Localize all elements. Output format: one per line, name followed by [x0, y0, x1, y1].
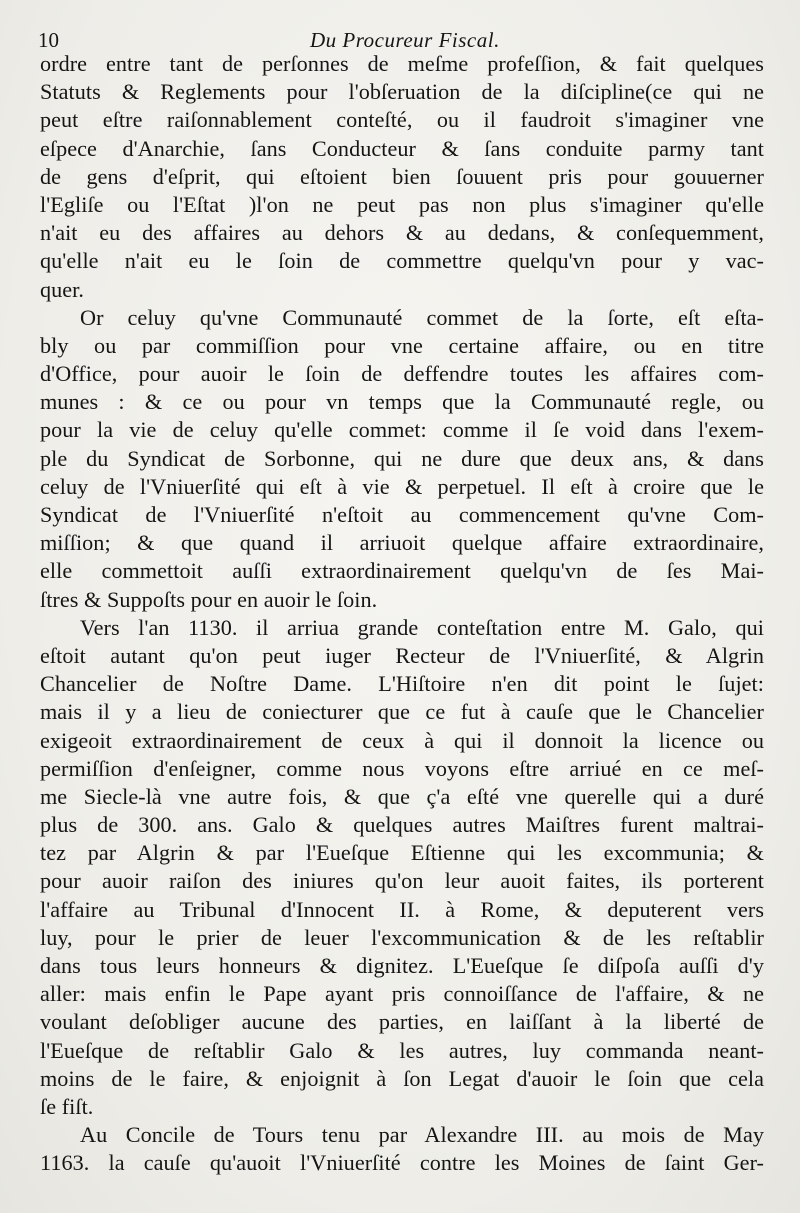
- text-line: tez par Algrin & par l'Eueſque Eſtienne qui les excommunia; &: [40, 840, 764, 866]
- text-line: quer.: [40, 276, 84, 302]
- text-line: aller: mais enfin le Pape ayant pris connoiſſance de l'affaire, & ne: [40, 981, 764, 1007]
- text-line: Statuts & Reglements pour l'obſeruation de la diſcipline(ce qui ne: [40, 79, 764, 105]
- text-line: ſe fiſt.: [40, 1093, 94, 1119]
- body-text: [40, 50, 764, 1178]
- text-line: qu'elle n'ait eu le ſoin de commettre quelqu'vn pour y vac-: [40, 248, 764, 274]
- text-line: pour auoir raiſon des iniures qu'on leur auoit faites, ils porterent: [40, 868, 764, 894]
- text-line: ple du Syndicat de Sorbonne, qui ne dure que deux ans, & dans: [40, 445, 764, 471]
- text-line: moins de le faire, & enjoignit à ſon Legat d'auoir le ſoin que cela: [40, 1065, 764, 1091]
- text-line: permiſſion d'enſeigner, comme nous voyons eſtre arriué en ce meſ-: [40, 755, 764, 781]
- text-line: d'Office, pour auoir le ſoin de deffendre toutes les affaires com-: [40, 361, 764, 387]
- text-line: eſpece d'Anarchie, ſans Conducteur & ſans conduite parmy tant: [40, 135, 764, 161]
- text-line: Vers l'an 1130. il arriua grande conteſtation entre M. Galo, qui: [80, 614, 764, 640]
- text-line: de gens d'eſprit, qui eſtoient bien ſouuent pris pour gouuerner: [40, 163, 764, 189]
- text-line: miſſion; & que quand il arriuoit quelque affaire extraordinaire,: [40, 530, 764, 556]
- text-line: ſtres & Suppoſts pour en auoir le ſoin.: [40, 586, 378, 612]
- text-line: ordre entre tant de perſonnes de meſme profeſſion, & fait quelques: [40, 51, 764, 76]
- text-line: celuy de l'Vniuerſité qui eſt à vie & perpetuel. Il eſt à croire que le: [40, 473, 764, 499]
- text-line: l'Egliſe ou l'Eſtat )l'on ne peut pas non plus s'imaginer qu'elle: [40, 191, 764, 217]
- text-line: Chancelier de Noſtre Dame. L'Hiſtoire n'en dit point le ſujet:: [40, 671, 764, 697]
- text-line: Or celuy qu'vne Communauté commet de la ſorte, eſt eſta-: [80, 304, 764, 330]
- text-line: pour la vie de celuy qu'elle commet: comme il ſe void dans l'exem-: [40, 417, 764, 443]
- text-line: l'affaire au Tribunal d'Innocent II. à Rome, & deputerent vers: [40, 896, 764, 922]
- text-line: elle commettoit auſſi extraordinairement quelqu'vn de ſes Mai-: [40, 558, 764, 584]
- text-line: 1163. la cauſe qu'auoit l'Vniuerſité contre les Moines de ſaint Ger-: [40, 1150, 764, 1176]
- text-line: voulant deſobliger aucune des parties, en laiſſant à la liberté de: [40, 1009, 764, 1035]
- text-line: l'Eueſque de reſtablir Galo & les autres, luy commanda neant-: [40, 1037, 764, 1063]
- text-line: exigeoit extraordinairement de ceux à qui il donnoit la licence ou: [40, 727, 764, 753]
- text-line: bly ou par commiſſion pour vne certaine affaire, ou en titre: [40, 332, 764, 358]
- text-line: Au Concile de Tours tenu par Alexandre III. au mois de May: [80, 1122, 764, 1148]
- text-line: Syndicat de l'Vniuerſité n'eſtoit au commencement qu'vne Com-: [40, 502, 764, 527]
- text-line: me Siecle-là vne autre fois, & que ç'a eſté vne querelle qui a duré: [40, 783, 764, 809]
- text-line: n'ait eu des affaires au dehors & au dedans, & conſequemment,: [40, 220, 764, 246]
- running-title: Du Procureur Fiscal.: [310, 28, 500, 52]
- text-line: luy, pour le prier de leuer l'excommunication & de les reſtablir: [40, 924, 764, 950]
- page-number: 10: [38, 28, 59, 52]
- text-line: peut eſtre raiſonnablement conteſté, ou il faudroit s'imaginer vne: [40, 107, 764, 133]
- text-line: plus de 300. ans. Galo & quelques autres Maiſtres furent maltrai-: [40, 812, 764, 838]
- text-line: eſtoit autant qu'on peut iuger Recteur de l'Vniuerſité, & Algrin: [40, 642, 764, 668]
- text-line: mais il y a lieu de coniecturer que ce fut à cauſe que le Chancelier: [40, 699, 764, 725]
- text-line: dans tous leurs honneurs & dignitez. L'Eueſque ſe diſpoſa auſſi d'y: [40, 953, 764, 978]
- text-line: munes : & ce ou pour vn temps que la Communauté regle, ou: [40, 389, 764, 415]
